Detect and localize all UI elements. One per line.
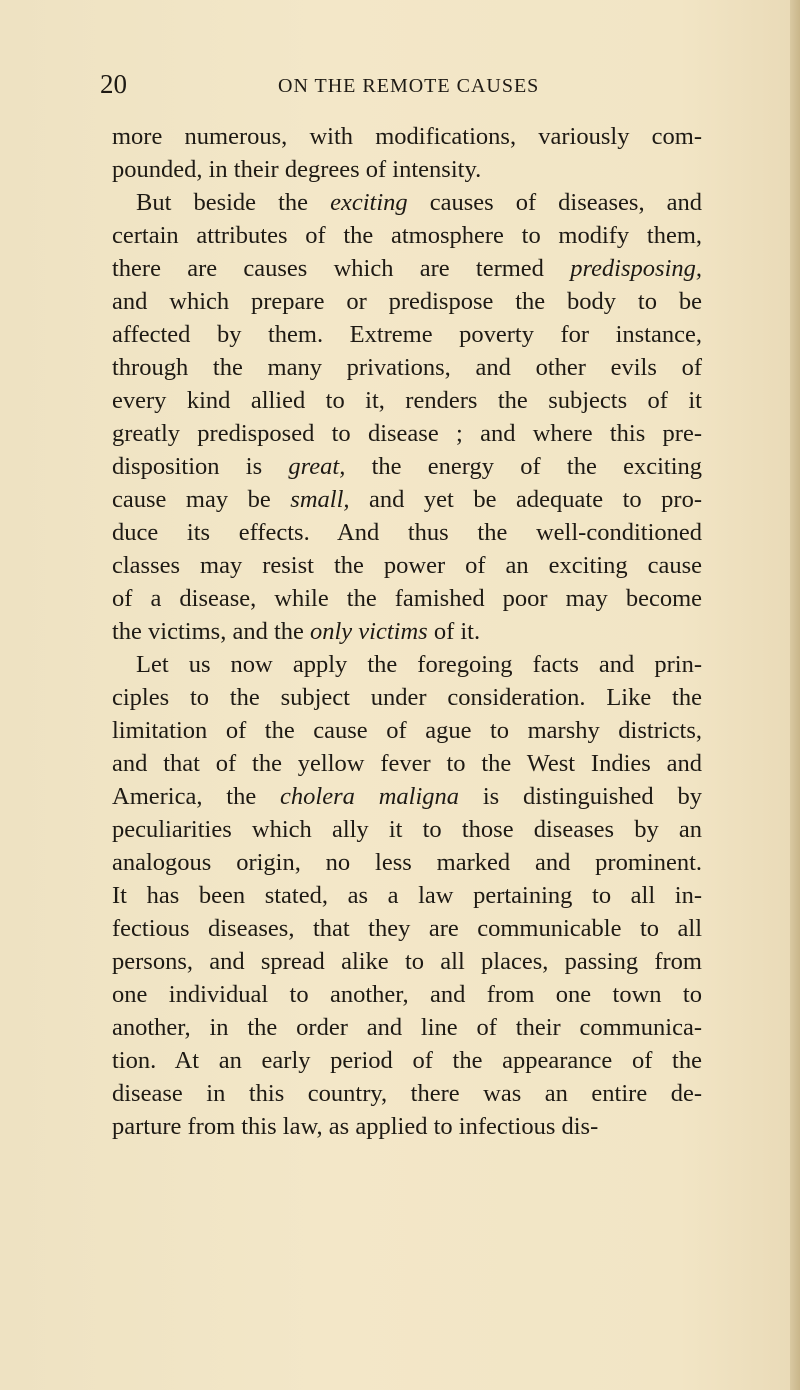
text-run: But beside the — [136, 189, 331, 216]
text-run: is distinguished by — [459, 783, 702, 810]
text-run: of it. — [427, 618, 481, 645]
text-line — [112, 483, 702, 516]
text-run: one individual to another, and from one town to — [112, 981, 702, 1008]
text-run: pounded, in their degrees of intensity. — [112, 156, 482, 183]
running-head: ON THE REMOTE CAUSES — [278, 75, 540, 97]
text-run: more numerous, with modifications, variously com- — [112, 123, 702, 150]
text-line — [112, 681, 702, 714]
text-line — [112, 780, 702, 813]
text-line — [112, 450, 702, 483]
text-run: disposition is — [112, 453, 289, 480]
text-run: causes of diseases, and — [407, 189, 702, 216]
text-run: every kind allied to it, renders the subjects of it — [112, 387, 702, 414]
text-run: the victims, and the — [112, 618, 310, 645]
text-line — [112, 714, 702, 747]
text-line — [112, 384, 702, 417]
page-number: 20 — [100, 69, 127, 99]
text-run: Let us now apply the foregoing facts and prin- — [136, 651, 702, 678]
page-header — [100, 64, 700, 104]
text-run: through the many privations, and other evils of — [112, 354, 702, 381]
text-line — [112, 351, 702, 384]
text-run: classes may resist the power of an exciting cause — [112, 552, 702, 579]
text-run: and that of the yellow fever to the West Indies and — [112, 750, 702, 777]
text-run: and yet be adequate to pro- — [349, 486, 702, 513]
text-run: of a disease, while the famished poor may become — [112, 585, 702, 612]
text-run: analogous origin, no less marked and prominent. — [112, 849, 702, 876]
text-line — [112, 417, 702, 450]
text-run: another, in the order and line of their communica- — [112, 1014, 702, 1041]
text-line — [112, 186, 702, 219]
text-line — [112, 747, 702, 780]
text-line — [112, 120, 702, 153]
italic-text: exciting — [330, 189, 408, 216]
text-run: cause may be — [112, 486, 291, 513]
italic-text: only victims — [310, 618, 428, 645]
text-line — [112, 318, 702, 351]
italic-text: small, — [290, 486, 350, 513]
text-run: certain attributes of the atmosphere to modify them, — [112, 222, 702, 249]
text-line — [112, 912, 702, 945]
text-run: limitation of the cause of ague to marshy districts, — [112, 717, 702, 744]
italic-text: great, — [288, 453, 346, 480]
text-line — [112, 945, 702, 978]
text-line — [112, 153, 702, 186]
text-run: there are causes which are termed — [112, 255, 571, 282]
text-run: persons, and spread alike to all places, passing from — [112, 948, 702, 975]
text-line — [112, 516, 702, 549]
text-line — [112, 846, 702, 879]
text-line — [112, 615, 702, 648]
text-line — [112, 582, 702, 615]
text-line — [112, 219, 702, 252]
text-run: America, the — [112, 783, 281, 810]
text-line — [112, 648, 702, 681]
text-run: peculiarities which ally it to those diseases by an — [112, 816, 702, 843]
text-run: It has been stated, as a law pertaining to all in- — [112, 882, 702, 909]
page-edge-shadow — [790, 0, 800, 1390]
text-line — [112, 813, 702, 846]
text-run: tion. At an early period of the appearance of the — [112, 1047, 702, 1074]
body-text — [112, 120, 702, 1143]
italic-text: cholera maligna — [280, 783, 460, 810]
text-line — [112, 1011, 702, 1044]
text-run: fectious diseases, that they are communicable to all — [112, 915, 702, 942]
text-line — [112, 252, 702, 285]
text-line — [112, 879, 702, 912]
italic-text: predisposing, — [570, 255, 702, 282]
text-line — [112, 1044, 702, 1077]
text-run: greatly predisposed to disease ; and where this pre- — [112, 420, 702, 447]
text-line — [112, 285, 702, 318]
text-line — [112, 1110, 702, 1143]
text-line — [112, 549, 702, 582]
text-run: duce its effects. And thus the well-conditioned — [112, 519, 702, 546]
text-run: affected by them. Extreme poverty for instance, — [112, 321, 702, 348]
text-run: parture from this law, as applied to infectious dis- — [112, 1113, 599, 1140]
text-line — [112, 978, 702, 1011]
text-run: and which prepare or predispose the body to be — [112, 288, 702, 315]
text-run: disease in this country, there was an entire de- — [112, 1080, 702, 1107]
text-run: the energy of the exciting — [345, 453, 703, 480]
text-run: ciples to the subject under consideration. Like the — [112, 684, 702, 711]
text-line — [112, 1077, 702, 1110]
